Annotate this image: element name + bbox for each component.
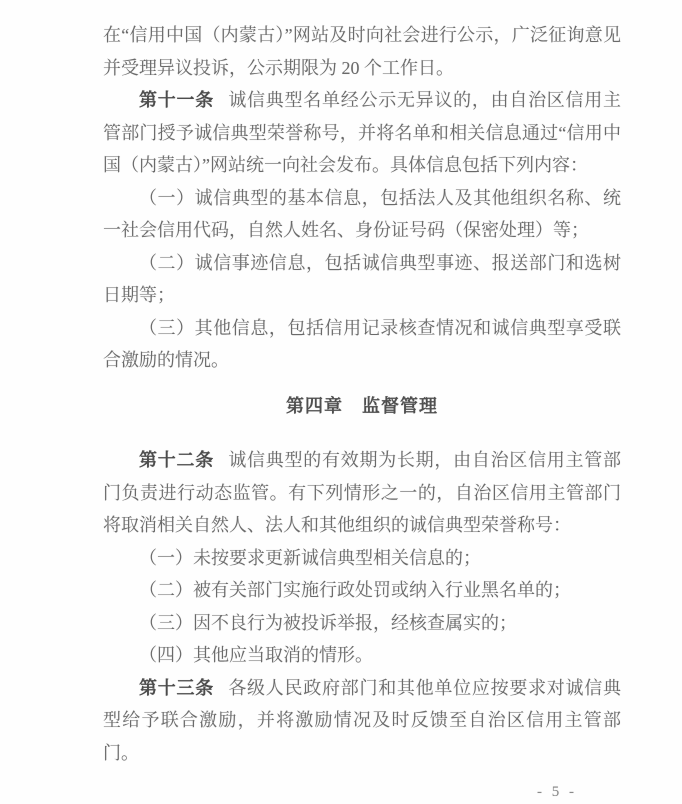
article-label: 第十二条 — [139, 450, 214, 470]
article-text: 诚信典型的有效期为长期，由自治区信用主管部门负责进行动态监管。有下列情形之一的，自治区信用主管部门将取消相关自然人、法人和其他组织的诚信典型荣誉称号： — [103, 450, 622, 535]
list-item: （三）其他信息，包括信用记录核查情况和诚信典型享受联合激励的情况。 — [103, 317, 621, 370]
article-text: 各级人民政府部门和其他单位应按要求对诚信典型给予联合激励，并将激励情况及时反馈至自治区信用主管部门。 — [103, 677, 622, 763]
article-paragraph-13 — [103, 672, 621, 770]
article-paragraph-11 — [103, 84, 621, 182]
list-item: （二）被有关部门实施行政处罚或纳入行业黑名单的； — [139, 580, 571, 600]
list-item: （三）因不良行为被投诉举报，经核查属实的； — [139, 612, 517, 633]
article-label: 第十三条 — [139, 677, 214, 698]
article-text: 诚信典型名单经公示无异议的，由自治区信用主管部门授予诚信典型荣誉称号，并将名单和相关信息通过“信用中国（内蒙古）”网站统一向社会发布。具体信息包括下列内容： — [103, 90, 622, 175]
list-item: （一）未按要求更新诚信典型相关信息的； — [139, 547, 481, 568]
page-number: - 5 - — [537, 784, 577, 800]
chapter-heading: 第四章 监督管理 — [286, 395, 438, 416]
article-paragraph-12 — [103, 444, 621, 542]
list-item: （二）诚信事迹信息，包括诚信典型事迹、报送部门和选树日期等； — [103, 252, 621, 305]
article-label: 第十一条 — [139, 90, 214, 110]
list-item: （四）其他应当取消的情形。 — [139, 645, 373, 665]
list-item: （一）诚信典型的基本信息，包括法人及其他组织名称、统一社会信用代码，自然人姓名、身份证号码（保密处理）等； — [103, 187, 621, 240]
paragraph-continuation: 在“信用中国（内蒙古）”网站及时向社会进行公示，广泛征询意见并受理异议投诉，公示期限为 20 个工作日。 — [103, 25, 621, 78]
